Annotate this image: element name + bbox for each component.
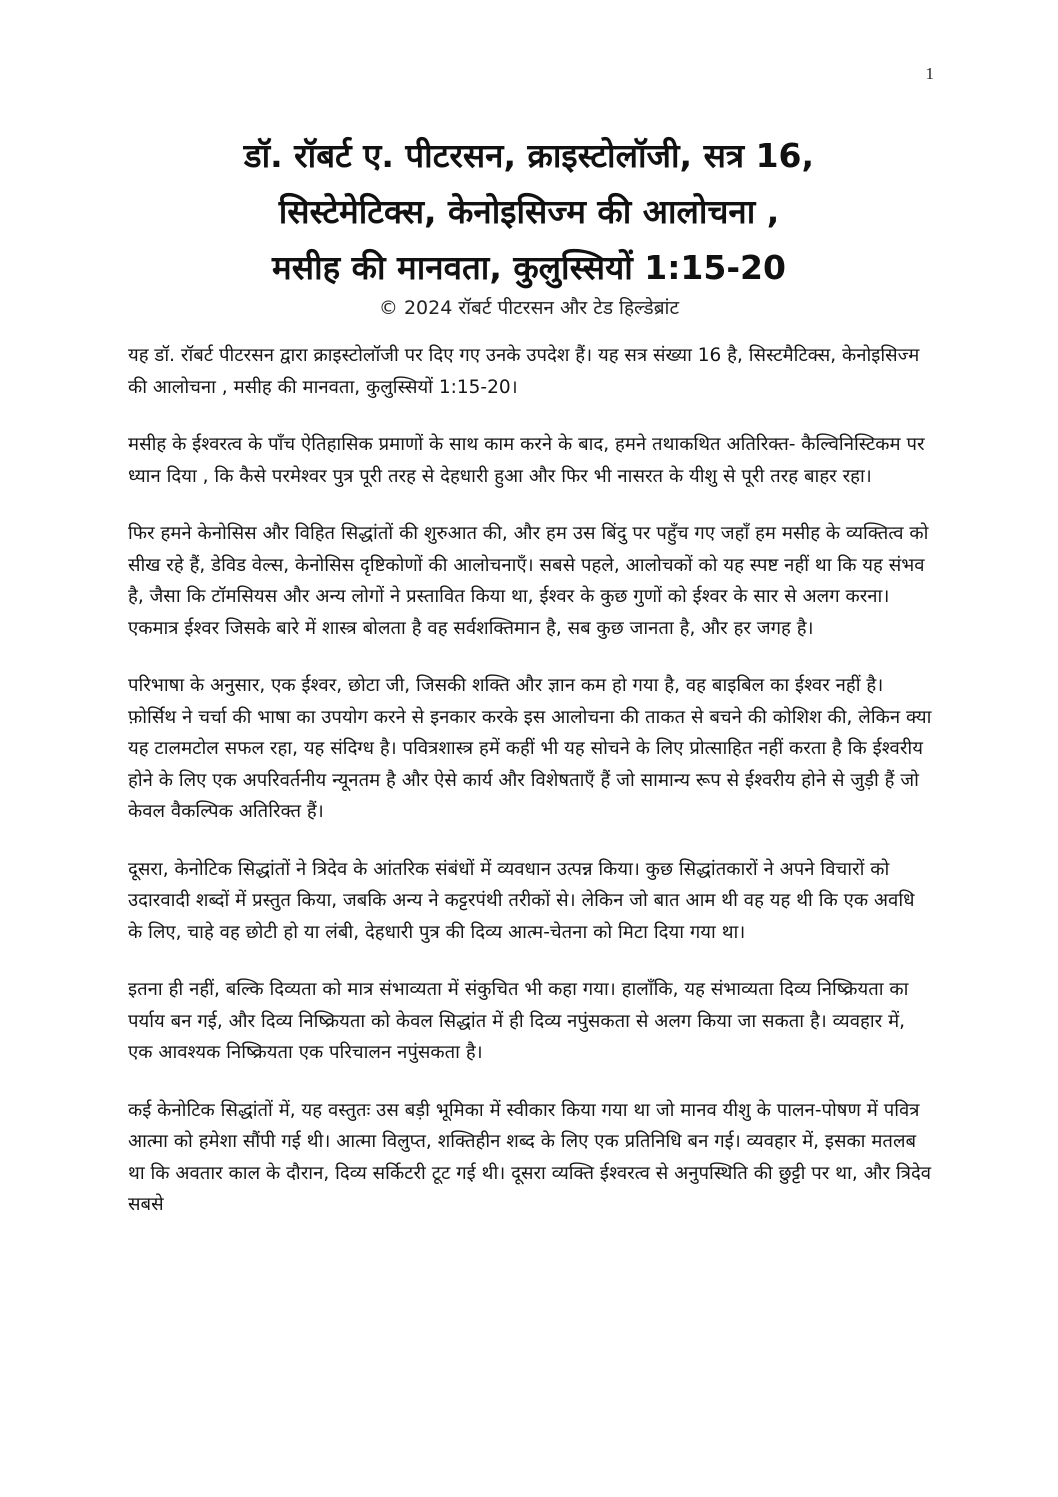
document-title-line-3: मसीह की मानवता, कुलुस्सियों 1:15-20 [272,248,786,287]
paragraph-intro: यह डॉ. रॉबर्ट पीटरसन द्वारा क्राइस्टोलॉजी पर दिए गए उनके उपदेश हैं। यह सत्र संख्या 16 है, सिस्टमैटिक्स, केनोइसिज्म की आलोचना , मसीह की मानवता, कुलुस्सियों 1:15-20। [128,345,920,398]
copyright-line: © 2024 रॉबर्ट पीटरसन और टेड हिल्डेब्रांट [378,297,680,319]
paragraph-holy-spirit: कई केनोटिक सिद्धांतों में, यह वस्तुतः उस बड़ी भूमिका में स्वीकार किया गया था जो मानव यीशु के पालन-पोषण में पवित्र आत्मा को हमेशा सौंपी गई थी। आत्मा विलुप्त, शक्तिहीन शब्द के लिए एक प्रतिनिधि बन गई। व्यवहार में, इसका मतलब था कि अवतार काल के दौरान, दिव्य सर्किटरी टूट गई थी। दूसरा व्यक्ति ईश्वरत्व से अनुपस्थिति की छुट्टी पर था, और त्रिदेव सबसे [128,1099,932,1215]
paragraph-definition: परिभाषा के अनुसार, एक ईश्वर, छोटा जी, जिसकी शक्ति और ज्ञान कम हो गया है, वह बाइबिल का ईश्वर नहीं है। फ़ोर्सिथ ने चर्चा की भाषा का उपयोग करने से इनकार करके इस आलोचना की ताकत से बचने की कोशिश की, लेकिन क्या यह टालमटोल सफल रहा, यह संदिग्ध है। पवित्रशास्त्र हमें कहीं भी यह सोचने के लिए प्रोत्साहित नहीं करता है कि ईश्वरीय होने के लिए एक अपरिवर्तनीय न्यूनतम है और ऐसे कार्य और विशेषताएँ हैं जो सामान्य रूप से ईश्वरीय होने से जुड़ी हैं जो केवल वैकल्पिक अतिरिक्त हैं। [128,675,932,822]
page-number: 1 [925,64,934,83]
paragraph-extra-calvinisticum: मसीह के ईश्वरत्व के पाँच ऐतिहासिक प्रमाणों के साथ काम करने के बाद, हमने तथाकथित अतिरिक्त- कैल्विनिस्टिकम पर ध्यान दिया , कि कैसे परमेश्वर पुत्र पूरी तरह से देहधारी हुआ और फिर भी नासरत के यीशु से पूरी तरह बाहर रहा। [128,434,925,487]
document-title-line-2: सिस्टेमेटिक्स, केनोइसिज्म की आलोचना , [278,192,780,231]
title-block [120,128,938,320]
paragraph-kenosis-critiques: फिर हमने केनोसिस और विहित सिद्धांतों की शुरुआत की, और हम उस बिंदु पर पहुँच गए जहाँ हम मसीह के व्यक्तित्व को सीख रहे हैं, डेविड वेल्स, केनोसिस दृष्टिकोणों की आलोचनाएँ। सबसे पहले, आलोचकों को यह स्पष्ट नहीं था कि यह संभव है, जैसा कि टॉमसियस और अन्य लोगों ने प्रस्तावित किया था, ईश्वर के कुछ गुणों को ईश्वर के सार से अलग करना। एकमात्र ईश्वर जिसके बारे में शास्त्र बोलता है वह सर्वशक्तिमान है, सब कुछ जानता है, और हर जगह है। [128,523,929,639]
document-title-line-1: डॉ. रॉबर्ट ए. पीटरसन, क्राइस्टोलॉजी, सत्र 16, [243,136,815,175]
paragraph-trinity-relations: दूसरा, केनोटिक सिद्धांतों ने त्रिदेव के आंतरिक संबंधों में व्यवधान उत्पन्न किया। कुछ सिद्धांतकारों ने अपने विचारों को उदारवादी शब्दों में प्रस्तुत किया, जबकि अन्य ने कट्टरपंथी तरीकों से। लेकिन जो बात आम थी वह यह थी कि एक अवधि के लिए, चाहे वह छोटी हो या लंबी, देहधारी पुत्र की दिव्य आत्म-चेतना को मिटा दिया गया था। [128,858,915,943]
document-body [128,340,934,1247]
paragraph-potentiality: इतना ही नहीं, बल्कि दिव्यता को मात्र संभाव्यता में संकुचित भी कहा गया। हालाँकि, यह संभाव्यता दिव्य निष्क्रियता का पर्याय बन गई, और दिव्य निष्क्रियता को केवल सिद्धांत में ही दिव्य नपुंसकता से अलग किया जा सकता है। व्यवहार में, एक आवश्यक निष्क्रियता एक परिचालन नपुंसकता है। [128,979,909,1063]
